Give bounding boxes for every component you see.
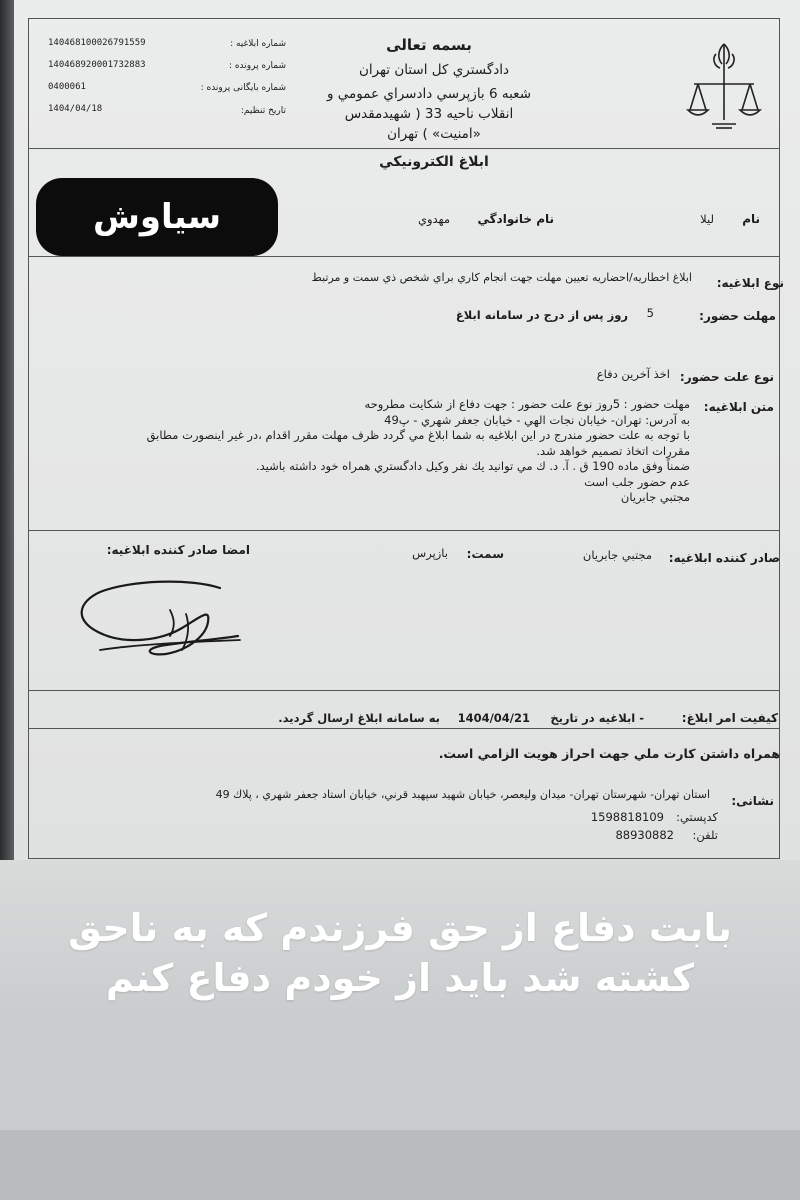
notice-text-line: مجتبي جابريان bbox=[620, 490, 690, 504]
delivery-date: 1404/04/21 bbox=[457, 711, 530, 725]
role-label: سمت: bbox=[466, 547, 504, 561]
delivery-quality-label: كيفيت امر ابلاغ: bbox=[681, 711, 778, 725]
phone-label: تلفن: bbox=[692, 828, 718, 842]
branch-line-3: «امنيت» ) تهران bbox=[387, 126, 481, 142]
notice-number-value: 140468100026791559 bbox=[48, 38, 146, 48]
phone-value: 88930882 bbox=[615, 828, 674, 842]
court-title: دادگستري كل استان تهران bbox=[358, 62, 510, 78]
deadline-text: روز پس از درج در سامانه ابلاغ bbox=[455, 308, 628, 322]
reason-value: اخذ آخرين دفاع bbox=[596, 367, 670, 381]
bismillah: بسمه تعالی bbox=[386, 36, 472, 54]
frame-right bbox=[779, 18, 780, 858]
name-cover-label: سیاوش bbox=[36, 178, 278, 256]
iran-emblem-scales-icon bbox=[684, 40, 764, 136]
handwritten-signature bbox=[70, 570, 250, 680]
case-number-label: شماره پرونده : bbox=[228, 61, 286, 71]
date-label: تاریخ تنظیم: bbox=[240, 106, 286, 116]
postcode-label: كدپستي: bbox=[676, 810, 718, 824]
header-divider bbox=[28, 148, 780, 149]
notice-text-line: مهلت حضور : 5روز نوع علت حضور : جهت دفاع از شكايت مطروحه bbox=[364, 397, 690, 411]
frame-left bbox=[28, 18, 29, 858]
case-number-value: 140468920001732883 bbox=[48, 60, 146, 70]
id-card-note: همراه داشتن كارت ملي جهت احراز هويت الزامي است. bbox=[438, 746, 780, 761]
archive-number-label: شماره بایگانی پرونده : bbox=[200, 83, 286, 93]
frame-top bbox=[28, 18, 780, 19]
address-value: استان تهران- شهرستان تهران- ميدان وليعصر، خيابان شهيد سپهبد قرني، خيابان استاد جعفر شهري ، پلاك 49 bbox=[215, 788, 710, 801]
notice-text-line: به آدرس: تهران- خيابان نجات الهي - خيابان جعفر شهري - پ49 bbox=[384, 412, 690, 427]
address-label: نشانی: bbox=[731, 794, 774, 808]
branch-line-1: شعبه 6 بازپرسي دادسراي عمومي و bbox=[326, 86, 532, 102]
delivery-status-text: به سامانه ابلاغ ارسال گرديد. bbox=[278, 711, 440, 725]
document-title: ابلاغ الكترونيكي bbox=[379, 154, 489, 170]
role-value: بازپرس bbox=[412, 546, 448, 560]
issuer-divider bbox=[28, 690, 780, 691]
bottom-band bbox=[0, 1130, 800, 1200]
signature-label: امضا صادر كننده ابلاغیه: bbox=[106, 543, 250, 557]
notice-text-body bbox=[64, 397, 690, 506]
date-value: 1404/04/18 bbox=[48, 104, 103, 114]
first-name-value: ليلا bbox=[700, 212, 714, 226]
reason-label: نوع علت حضور: bbox=[679, 370, 774, 384]
notice-text-line: مقررات اتخاذ تصميم خواهد شد. bbox=[536, 443, 690, 458]
deadline-number: 5 bbox=[646, 306, 654, 320]
person-divider bbox=[28, 256, 780, 257]
frame-bottom bbox=[28, 858, 780, 859]
notice-text-line: با توجه به علت حضور مندرج در اين ابلاغيه به شما ابلاغ مي گردد ظرف مهلت مقرر اقدام ،در غير اينصورت مطابق bbox=[146, 428, 690, 442]
notice-text-label: متن ابلاغیه: bbox=[703, 400, 774, 414]
text-divider bbox=[28, 530, 780, 531]
first-name-label: نام bbox=[742, 212, 760, 226]
branch-line-2: انقلاب ناحيه 33 ( شهيدمقدس bbox=[344, 106, 514, 122]
deadline-label: مهلت حضور: bbox=[699, 309, 776, 323]
status-divider bbox=[28, 728, 780, 729]
issuer-name: مجتبي جابريان bbox=[582, 548, 652, 562]
notice-type-label: نوع ابلاغیه: bbox=[716, 276, 784, 290]
notice-number-label: شماره ابلاغیه : bbox=[230, 39, 286, 49]
caption-line-2: کشته شد باید از خودم دفاع کنم bbox=[105, 956, 695, 1000]
last-name-value: مهدوي bbox=[417, 212, 450, 226]
court-notice-document bbox=[14, 0, 800, 860]
caption-line-1: بابت دفاع از حق فرزندم که به ناحق bbox=[68, 906, 732, 950]
delivery-quality-text: - ابلاغيه در تاريخ bbox=[550, 711, 644, 725]
notice-type-value: ابلاغ اخطاريه/احضاريه تعيين مهلت جهت انجام كاري براي شخص ذي سمت و مرتبط bbox=[311, 271, 692, 284]
notice-text-line: عدم حضور جلب است bbox=[584, 474, 690, 489]
notice-text-line: ضمناً وفق ماده 190 ق . آ. د. ك مي توانيد يك نفر وكيل دادگستري همراه خود داشته باشيد. bbox=[255, 459, 690, 473]
last-name-label: نام خانوادگي bbox=[477, 212, 554, 226]
archive-number-value: 0400061 bbox=[48, 82, 86, 92]
issuer-label: صادر كننده ابلاغیه: bbox=[668, 551, 780, 565]
postcode-value: 1598818109 bbox=[590, 810, 664, 824]
